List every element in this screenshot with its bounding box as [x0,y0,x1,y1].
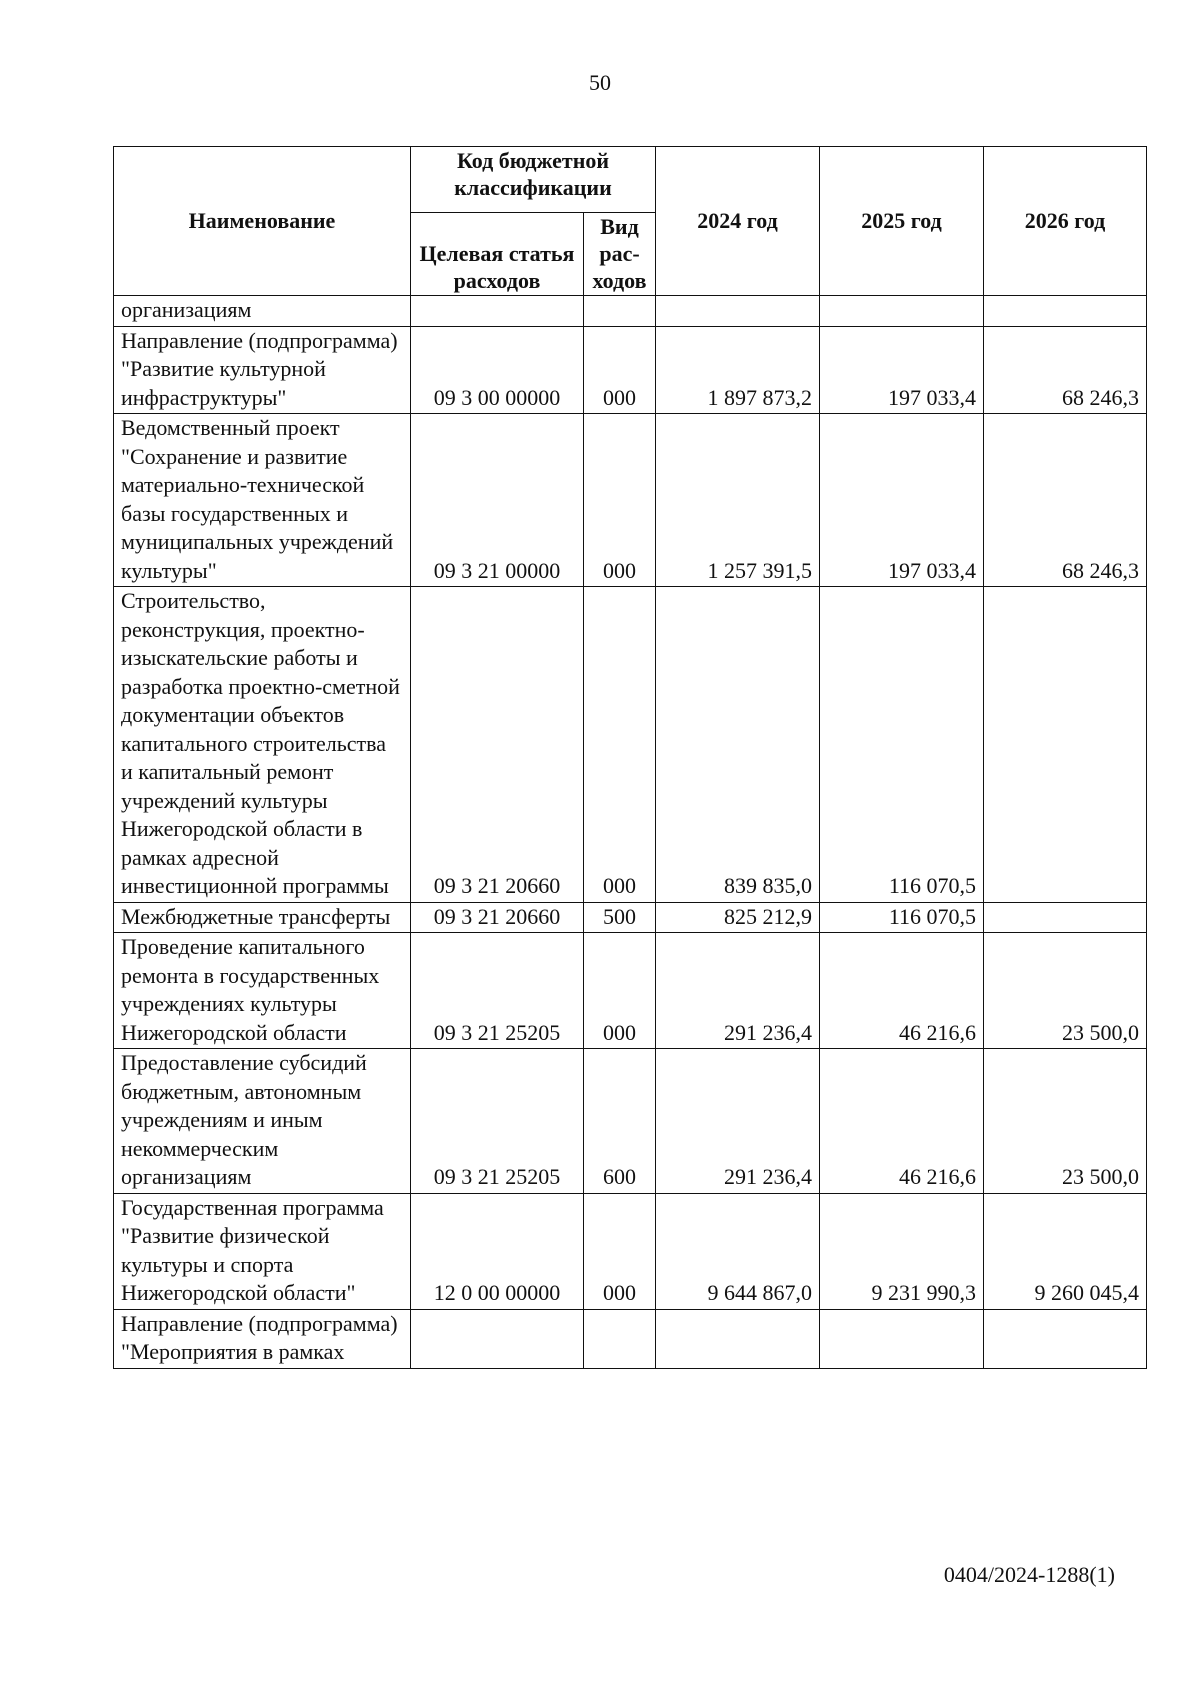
table-row [114,1309,1147,1368]
row-2026: 23 500,0 [984,1049,1147,1194]
row-2024: 1 257 391,5 [656,414,820,587]
row-2025: 46 216,6 [820,1049,984,1194]
row-2026 [984,296,1147,327]
row-2024: 825 212,9 [656,902,820,933]
row-kind: 000 [584,933,656,1049]
row-2024: 9 644 867,0 [656,1193,820,1309]
row-code: 09 3 21 00000 [411,414,584,587]
table-row [114,326,1147,414]
header-2024: 2024 год [656,147,820,296]
row-2025 [820,1309,984,1368]
table-row [114,933,1147,1049]
row-kind [584,1309,656,1368]
row-2026: 9 260 045,4 [984,1193,1147,1309]
row-2025: 197 033,4 [820,326,984,414]
table-row [114,1049,1147,1194]
header-name: Наименование [114,147,411,296]
row-2024: 1 897 873,2 [656,326,820,414]
row-2024: 291 236,4 [656,1049,820,1194]
header-2025: 2025 год [820,147,984,296]
row-name: Межбюджетные трансферты [114,902,411,933]
row-2026: 68 246,3 [984,414,1147,587]
row-code: 09 3 00 00000 [411,326,584,414]
row-2024: 291 236,4 [656,933,820,1049]
row-code [411,296,584,327]
row-code: 09 3 21 20660 [411,587,584,903]
row-kind: 500 [584,902,656,933]
row-code [411,1309,584,1368]
row-kind: 000 [584,326,656,414]
row-name: Предоставление субсидий бюджетным, автономным учреждениям и иным некоммерческим организациям [114,1049,411,1194]
row-name: Проведение капитального ремонта в государственных учреждениях культуры Нижегородской области [114,933,411,1049]
row-code: 09 3 21 20660 [411,902,584,933]
row-name: Строительство, реконструкция, проектно-изыскательские работы и разработка проектно-сметной документации объектов капитального строительства и капитальный ремонт учреждений культуры Нижегородской области в рамках адресной инвестиционной программы [114,587,411,903]
row-2026 [984,902,1147,933]
row-2024: 839 835,0 [656,587,820,903]
row-name: Государственная программа "Развитие физической культуры и спорта Нижегородской области" [114,1193,411,1309]
header-expense-kind: Вид рас-ходов [584,213,656,296]
header-kbk-group: Код бюджетной классификации [411,147,656,213]
budget-table [113,146,1147,1369]
table-row [114,587,1147,903]
row-2025: 46 216,6 [820,933,984,1049]
row-2024 [656,296,820,327]
row-name: организациям [114,296,411,327]
row-code: 12 0 00 00000 [411,1193,584,1309]
row-2026 [984,587,1147,903]
document-registration-code: 0404/2024-1288(1) [943,1562,1115,1587]
row-kind [584,296,656,327]
table-row [114,414,1147,587]
row-2026: 23 500,0 [984,933,1147,1049]
row-name: Направление (подпрограмма) "Мероприятия в рамках [114,1309,411,1368]
header-2026: 2026 год [984,147,1147,296]
header-target-article: Целевая статья расходов [411,213,584,296]
row-name: Ведомственный проект "Сохранение и развитие материально-технической базы государственных и муниципальных учреждений культуры" [114,414,411,587]
table-row [114,902,1147,933]
table-row [114,1193,1147,1309]
row-2026 [984,1309,1147,1368]
row-2025 [820,296,984,327]
row-2026: 68 246,3 [984,326,1147,414]
row-2025: 9 231 990,3 [820,1193,984,1309]
row-kind: 000 [584,587,656,903]
row-2025: 197 033,4 [820,414,984,587]
row-name: Направление (подпрограмма) "Развитие культурной инфраструктуры" [114,326,411,414]
row-2025: 116 070,5 [820,587,984,903]
table-row [114,296,1147,327]
row-kind: 000 [584,1193,656,1309]
page-number: 50 [589,70,611,95]
row-kind: 000 [584,414,656,587]
row-2025: 116 070,5 [820,902,984,933]
row-code: 09 3 21 25205 [411,933,584,1049]
row-code: 09 3 21 25205 [411,1049,584,1194]
row-2024 [656,1309,820,1368]
row-kind: 600 [584,1049,656,1194]
